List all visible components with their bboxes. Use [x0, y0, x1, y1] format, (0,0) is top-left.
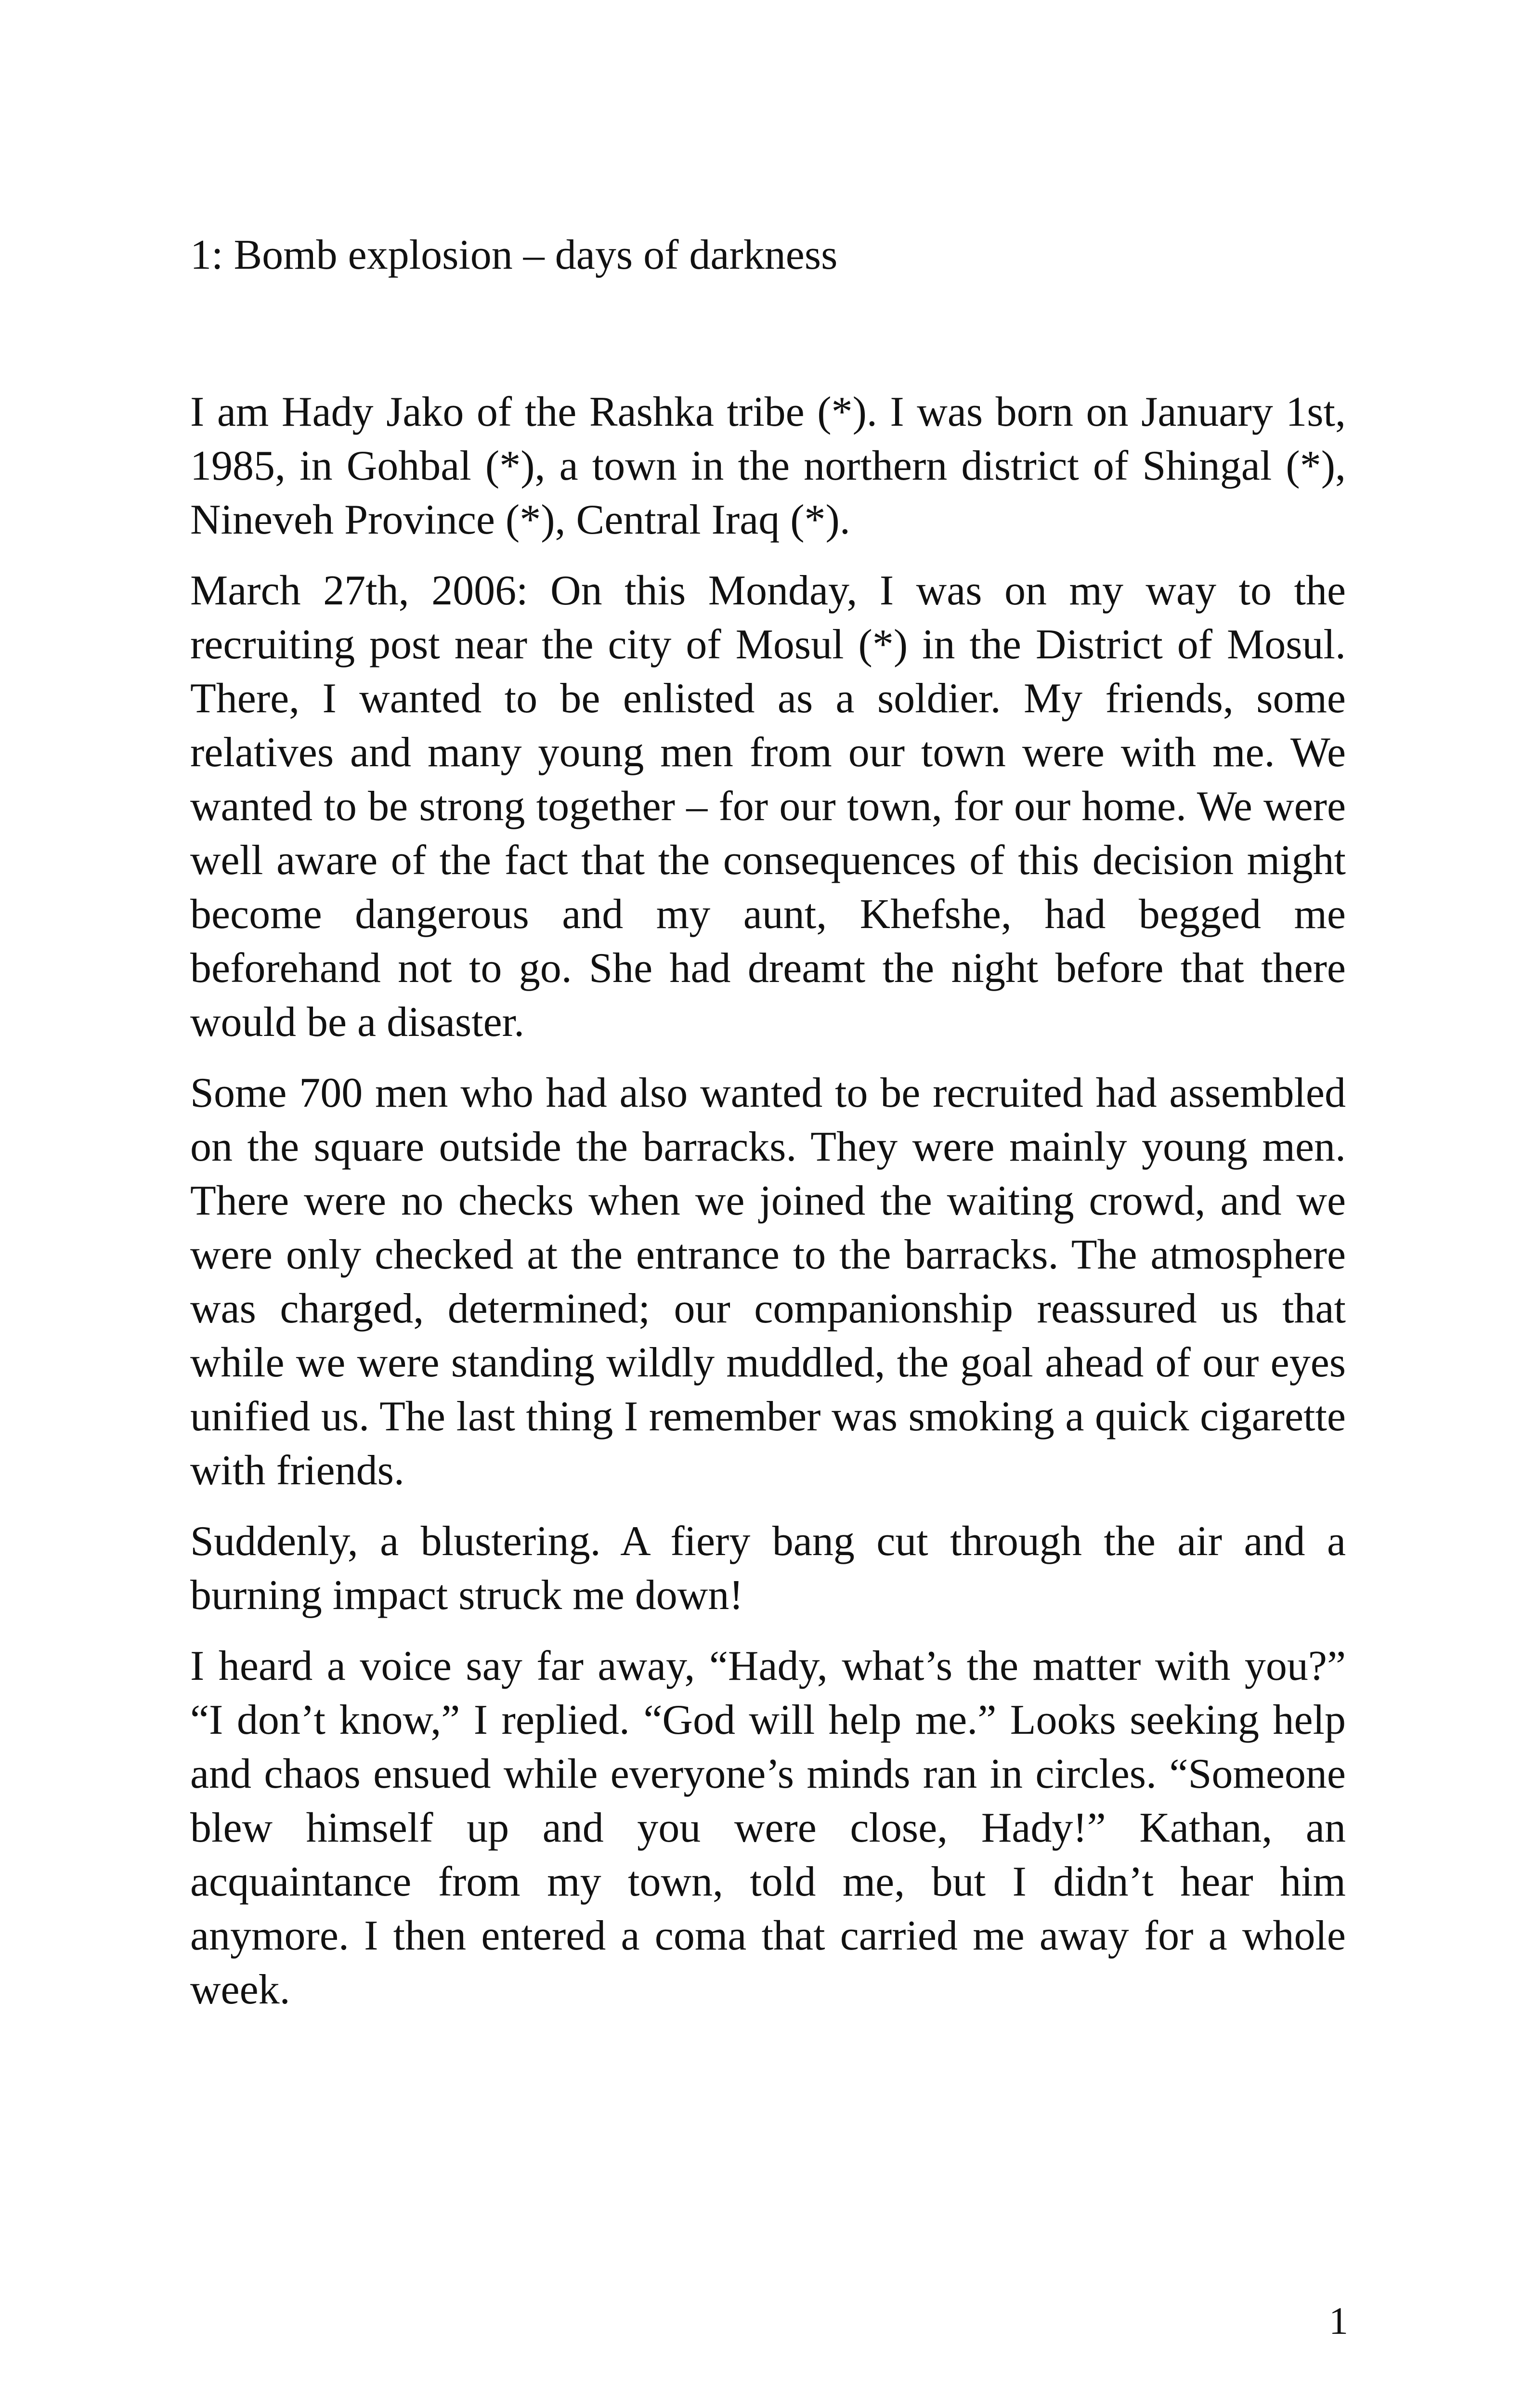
chapter-body [190, 385, 1346, 2034]
paragraph-intro: I am Hady Jako of the Rashka tribe (*). I was born on January 1st, 1985, in Gohbal (*), a town in the northern district of Shingal (*), Nineveh Province (*), Central Iraq (*). [190, 389, 1346, 543]
paragraph-explosion: Suddenly, a blustering. A fiery bang cut through the air and a burning impact struck me down! [190, 1518, 1346, 1619]
page-number: 1 [1329, 2300, 1348, 2343]
paragraph-coma: I heard a voice say far away, “Hady, what’s the matter with you?” “I don’t know,” I replied. “God will help me.” Looks seeking help and chaos ensued while everyone’s minds ran in circles. “Someone blew himself up and you were close, Hady!” Kathan, an acquaintance from my town, told me, but I didn’t hear him anymore. I then entered a coma that carried me away for a whole week. [190, 1643, 1346, 2013]
paragraph-assembly: Some 700 men who had also wanted to be recruited had assembled on the square outside the barracks. They were mainly young men. There were no checks when we joined the waiting crowd, and we were only checked at the entrance to the barracks. The atmosphere was charged, determined; our companionship reassured us that while we were standing wildly muddled, the goal ahead of our eyes unified us. The last thing I remember was smoking a quick cigarette with friends. [190, 1070, 1346, 1494]
chapter-title: 1: Bomb explosion – days of darkness [190, 232, 838, 278]
paragraph-recruiting: March 27th, 2006: On this Monday, I was on my way to the recruiting post near the city of Mosul (*) in the District of Mosul. There, I wanted to be enlisted as a soldier. My friends, some relatives and many young men from our town were with me. We wanted to be strong together – for our town, for our home. We were well aware of the fact that the consequences of this decision might become dangerous and my aunt, Khefshe, had begged me beforehand not to go. She had dreamt the night before that there would be a disaster. [190, 567, 1346, 1046]
